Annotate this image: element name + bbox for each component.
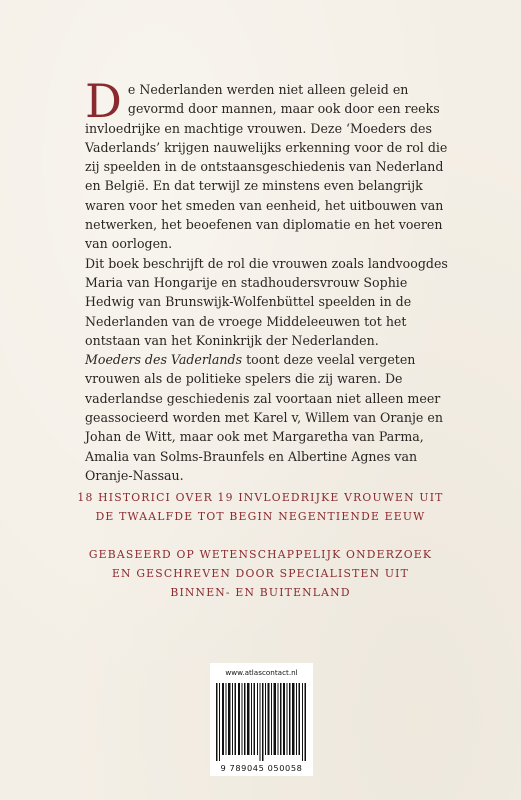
highlight-block-1: [60, 488, 461, 526]
blurb-paragraph-3: [85, 350, 457, 485]
highlight-line: DE TWAALFDE TOT BEGIN NEGENTIENDE EEUW: [95, 510, 426, 523]
drop-cap: D: [85, 74, 122, 128]
highlight-line: EN GESCHREVEN DOOR SPECIALISTEN UIT: [111, 567, 410, 580]
blurb-paragraph-1: [85, 74, 457, 254]
blurb-paragraph-1-text: e Nederlanden werden niet alleen geleid en gevormd door mannen, maar ook door een reeks invloedrijke en machtige vrouwen. Deze ‘Moeders des Vaderlands’ krijgen nauwelijks erkenning voor de rol die zij speelden in de ontstaansgeschiedenis van Nederland en België. En dat terwijl ze minstens even belangrijk waren voor het smeden van eenheid, het uitbouwen van netwerken, het beoefenen van diplomatie en het voeren van oorlogen.: [85, 82, 448, 252]
highlight-line: BINNEN- EN BUITENLAND: [170, 586, 351, 599]
isbn-number: 9 789045 050058: [220, 763, 303, 773]
highlight-line: 18 HISTORICI OVER 19 INVLOEDRIJKE VROUWEN UIT: [77, 491, 444, 504]
blurb-text: [85, 74, 457, 485]
barcode-box: [210, 663, 313, 776]
barcode-icon: [216, 683, 307, 761]
highlight-line: GEBASEERD OP WETENSCHAPPELIJK ONDERZOEK: [88, 548, 433, 561]
book-title-italic: Moeders des Vaderlands: [85, 352, 243, 368]
highlight-block-2: [60, 545, 461, 602]
publisher-url: www.atlascontact.nl: [225, 668, 298, 677]
blurb-paragraph-3-text: toont deze veelal vergeten vrouwen als de politieke spelers die zij waren. De vaderlandse geschiedenis zal voortaan niet alleen meer geassocieerd worden met Karel v, Willem van Oranje en Johan de Witt, maar ook met Margaretha van Parma, Amalia van Solms-Braunfels en Albertine Agnes van Oranje-Nassau.: [85, 352, 443, 483]
blurb-paragraph-2: Dit boek beschrijft de rol die vrouwen zoals landvoogdes Maria van Hongarije en stadhoudersvrouw Sophie Hedwig van Brunswijk-Wolfenbüttel speelden in de Nederlanden van de vroege Middeleeuwen tot het ontstaan van het Koninkrijk der Nederlanden.: [85, 255, 448, 348]
